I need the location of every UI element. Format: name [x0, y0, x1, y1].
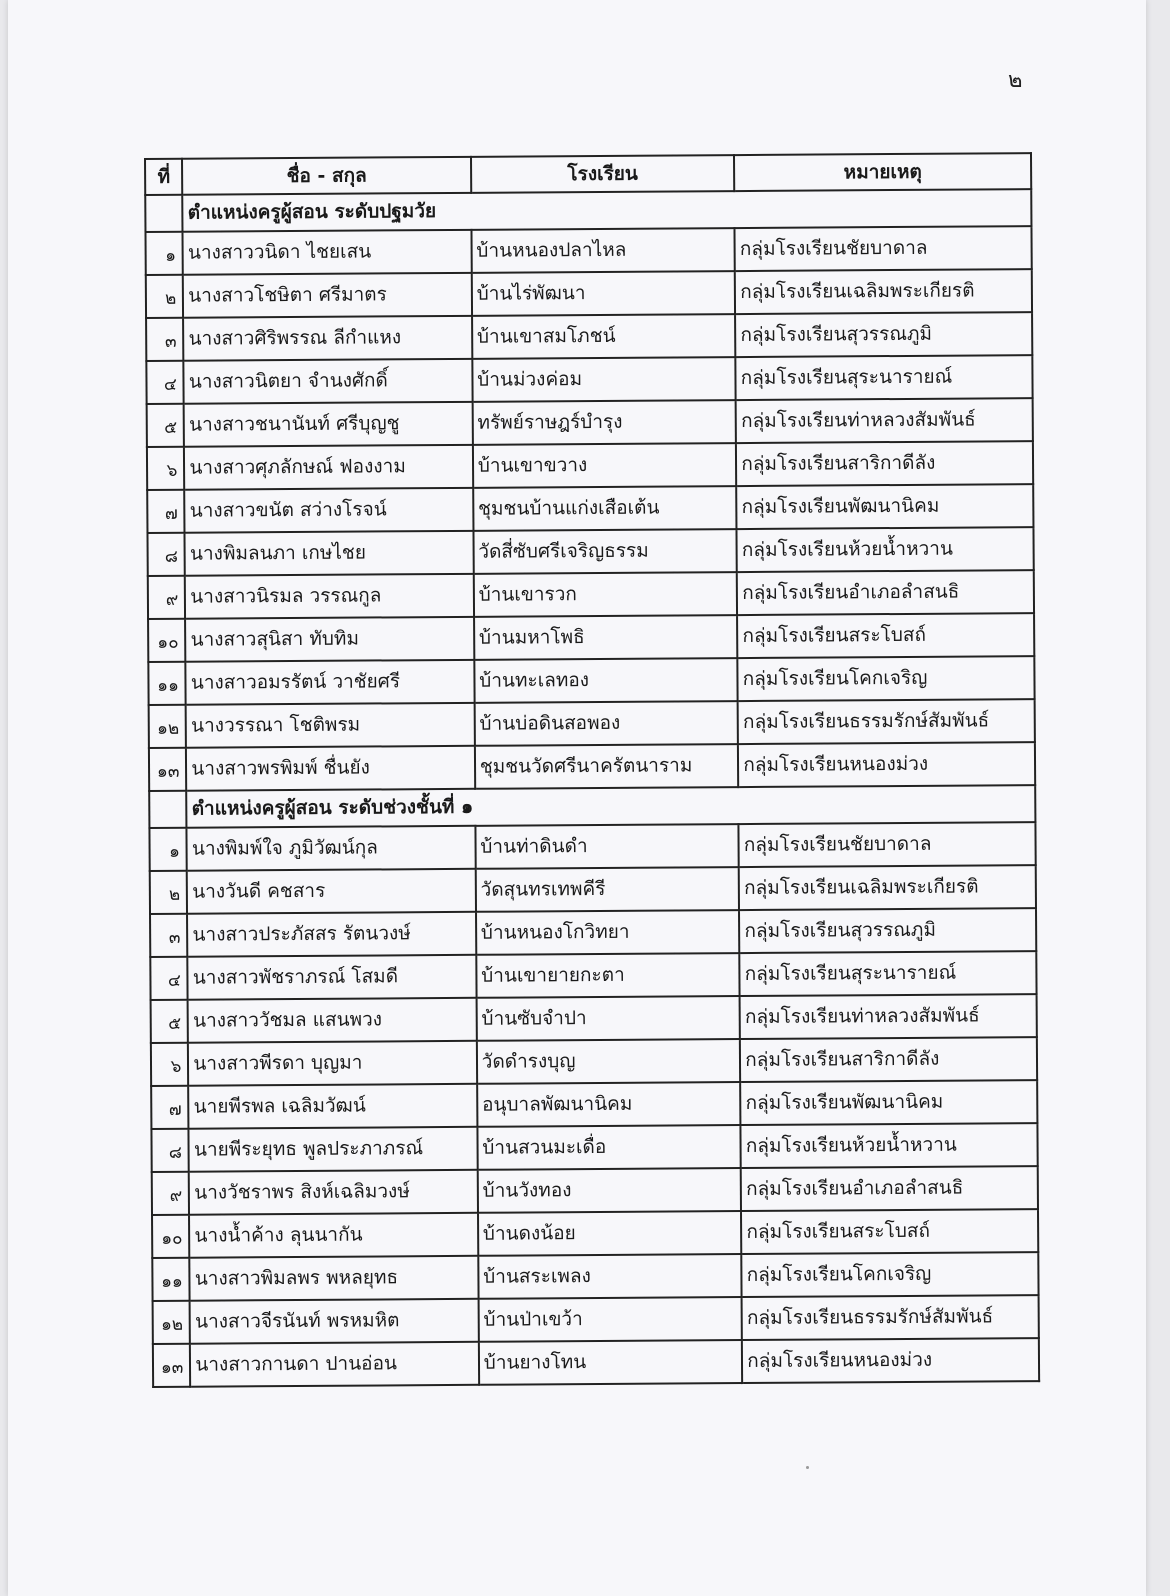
school-name: บ้านท่าดินดำ: [475, 824, 739, 869]
school-name: บ้านเขาขวาง: [473, 443, 737, 488]
header-note: หมายเหตุ: [734, 153, 1031, 191]
header-school: โรงเรียน: [471, 155, 735, 193]
school-name: บ้านสระเพลง: [478, 1254, 742, 1299]
table-header-row: [145, 153, 1031, 195]
table-row: [153, 1338, 1039, 1387]
school-group: กลุ่มโรงเรียนสุวรรณภูมิ: [735, 312, 1032, 357]
table-row: [148, 570, 1034, 619]
teacher-name: นางสาวนิตยา จำนงศักดิ์: [184, 359, 473, 404]
school-name: อนุบาลพัฒนานิคม: [477, 1082, 741, 1127]
school-group: กลุ่มโรงเรียนสุวรรณภูมิ: [739, 908, 1036, 953]
row-number: ๔: [150, 957, 188, 1000]
school-name: วัดสุนทรเทพคีรี: [475, 867, 739, 912]
table-row: [151, 1080, 1037, 1129]
table-row: [151, 1123, 1037, 1172]
teacher-name: นางสาววัชมล แสนพวง: [188, 998, 477, 1043]
section-title: ตำแหน่งครูผู้สอน ระดับช่วงชั้นที่ ๑: [187, 785, 1036, 828]
school-group: กลุ่มโรงเรียนสุระนารายณ์: [736, 355, 1033, 400]
teacher-name: นางสาวสุนิสา ทับทิม: [185, 617, 474, 662]
teacher-name: นางสาวกานดา ปานอ่อน: [190, 1342, 479, 1387]
school-name: บ้านเขาสมโภชน์: [472, 314, 736, 359]
school-name: บ้านมหาโพธิ: [474, 615, 738, 660]
school-group: กลุ่มโรงเรียนธรรมรักษ์สัมพันธ์: [742, 1295, 1039, 1340]
table-row: [146, 269, 1032, 318]
table-row: [149, 699, 1035, 748]
row-number: ๑: [149, 828, 187, 871]
table-row: [152, 1209, 1038, 1258]
row-number: ๖: [147, 447, 185, 490]
school-group: กลุ่มโรงเรียนห้วยน้ำหวาน: [737, 527, 1034, 572]
school-group: กลุ่มโรงเรียนหนองม่วง: [742, 1338, 1039, 1383]
row-number: ๑๐: [152, 1215, 190, 1258]
school-name: บ้านทะเลทอง: [474, 658, 738, 703]
row-number: ๑: [145, 232, 183, 275]
teacher-name: นางสาวนิรมล วรรณกูล: [185, 574, 474, 619]
school-group: กลุ่มโรงเรียนท่าหลวงสัมพันธ์: [736, 398, 1033, 443]
school-group: กลุ่มโรงเรียนสระโบสถ์: [741, 1209, 1038, 1254]
teacher-name: นายพีรพล เฉลิมวัฒน์: [188, 1084, 477, 1129]
row-number: ๙: [152, 1172, 190, 1215]
table-row: [145, 226, 1031, 275]
teacher-name: นางสาวชนานันท์ ศรีบุญชู: [184, 402, 473, 447]
school-name: บ้านเขารวก: [474, 572, 738, 617]
row-number: ๑๒: [153, 1301, 191, 1344]
school-name: บ้านวังทอง: [477, 1168, 741, 1213]
teacher-name: นางวันดี คชสาร: [187, 869, 476, 914]
table-row: [148, 613, 1034, 662]
school-group: กลุ่มโรงเรียนหนองม่วง: [738, 742, 1035, 787]
row-number: ๑๓: [153, 1344, 191, 1387]
row-number: ๘: [151, 1129, 189, 1172]
school-name: วัดสี่ซับศรีเจริญธรรม: [473, 529, 737, 574]
school-group: กลุ่มโรงเรียนชัยบาดาล: [735, 226, 1032, 271]
table-row: [149, 742, 1035, 791]
row-number: ๑๐: [148, 619, 186, 662]
teacher-name: นางสาวขนัต สว่างโรจน์: [185, 488, 474, 533]
school-name: บ้านเขายายกะตา: [476, 953, 740, 998]
row-number: ๒: [146, 275, 184, 318]
school-name: บ้านยางโทน: [479, 1340, 743, 1385]
school-group: กลุ่มโรงเรียนอำเภอลำสนธิ: [737, 570, 1034, 615]
table-row: [147, 398, 1033, 447]
school-group: กลุ่มโรงเรียนโคกเจริญ: [738, 656, 1035, 701]
school-name: บ้านบ่อดินสอพอง: [474, 701, 738, 746]
row-number: ๙: [148, 576, 186, 619]
row-number: ๓: [150, 914, 188, 957]
teacher-name: นางสาวพีรดา บุญมา: [188, 1041, 477, 1086]
school-group: กลุ่มโรงเรียนสาริกาดีลัง: [740, 1037, 1037, 1082]
school-group: กลุ่มโรงเรียนพัฒนานิคม: [736, 484, 1033, 529]
row-number: ๗: [147, 490, 185, 533]
table-row: [150, 951, 1036, 1000]
section-header-row: [145, 189, 1031, 232]
teacher-name: นางสาวพัชราภรณ์ โสมดี: [188, 955, 477, 1000]
section-blank-cell: [145, 195, 183, 232]
row-number: ๘: [147, 533, 185, 576]
school-name: บ้านม่วงค่อม: [472, 357, 736, 402]
table-row: [152, 1166, 1038, 1215]
teacher-name: นางสาวประภัสสร รัตนวงษ์: [187, 912, 476, 957]
teacher-name: นายพีระยุทธ พูลประภาภรณ์: [189, 1127, 478, 1172]
school-name: บ้านดงน้อย: [478, 1211, 742, 1256]
school-group: กลุ่มโรงเรียนสุระนารายณ์: [740, 951, 1037, 996]
row-number: ๕: [151, 1000, 189, 1043]
table-row: [147, 484, 1033, 533]
school-group: กลุ่มโรงเรียนสระโบสถ์: [737, 613, 1034, 658]
table-row: [149, 822, 1035, 871]
section-blank-cell: [149, 791, 187, 828]
school-name: วัดดำรงบุญ: [477, 1039, 741, 1084]
table-row: [147, 527, 1033, 576]
teacher-name: นางสาวพิมลพร พหลยุทธ: [190, 1256, 479, 1301]
teacher-name: นางวรรณา โชติพรม: [186, 703, 475, 748]
school-name: บ้านป่าเขว้า: [478, 1297, 742, 1342]
teacher-name: นางสาวศุภลักษณ์ ฟองงาม: [184, 445, 473, 490]
table-row: [151, 1037, 1037, 1086]
table-row: [153, 1295, 1039, 1344]
row-number: ๒: [150, 871, 188, 914]
school-name: บ้านซับจำปา: [476, 996, 740, 1041]
row-number: ๑๑: [148, 662, 186, 705]
school-group: กลุ่มโรงเรียนพัฒนานิคม: [740, 1080, 1037, 1125]
school-name: ชุมชนบ้านแก่งเสือเต้น: [473, 486, 737, 531]
teacher-name: นางสาวพรพิมพ์ ชื่นยัง: [186, 746, 475, 791]
table-row: [148, 656, 1034, 705]
school-name: ชุมชนวัดศรีนาครัตนาราม: [475, 744, 739, 789]
row-number: ๖: [151, 1043, 189, 1086]
school-name: บ้านไร่พัฒนา: [472, 271, 736, 316]
teacher-name: นางสาวอมรรัตน์ วาชัยศรี: [186, 660, 475, 705]
school-group: กลุ่มโรงเรียนเฉลิมพระเกียรติ: [739, 865, 1036, 910]
table-row: [150, 865, 1036, 914]
section-title: ตำแหน่งครูผู้สอน ระดับปฐมวัย: [183, 189, 1032, 232]
header-name: ชื่อ - สกุล: [182, 157, 471, 195]
row-number: ๕: [147, 404, 185, 447]
table-row: [152, 1252, 1038, 1301]
school-group: กลุ่มโรงเรียนเฉลิมพระเกียรติ: [735, 269, 1032, 314]
page-number: ๒: [1008, 68, 1023, 93]
scan-speck: [806, 1466, 809, 1469]
teacher-name: นางสาวจีรนันท์ พรหมหิต: [190, 1299, 479, 1344]
teacher-name: นางสาวโชษิตา ศรีมาตร: [183, 273, 472, 318]
school-group: กลุ่มโรงเรียนอำเภอลำสนธิ: [741, 1166, 1038, 1211]
section-header-row: [149, 785, 1035, 828]
school-name: บ้านหนองปลาไหล: [471, 228, 735, 273]
teacher-name: นางพิมลนภา เกษไชย: [185, 531, 474, 576]
school-name: บ้านหนองโกวิทยา: [476, 910, 740, 955]
row-number: ๗: [151, 1086, 189, 1129]
school-group: กลุ่มโรงเรียนชัยบาดาล: [739, 822, 1036, 867]
school-group: กลุ่มโรงเรียนห้วยน้ำหวาน: [741, 1123, 1038, 1168]
teacher-table: [144, 152, 1040, 1388]
teacher-name: นางสาววนิดา ไชยเสน: [183, 230, 472, 275]
document-page: [8, 0, 1146, 1596]
teacher-name: นางพิมพ์ใจ ภูมิวัฒน์กุล: [187, 826, 476, 871]
school-group: กลุ่มโรงเรียนธรรมรักษ์สัมพันธ์: [738, 699, 1035, 744]
table-body: [145, 189, 1039, 1387]
school-group: กลุ่มโรงเรียนท่าหลวงสัมพันธ์: [740, 994, 1037, 1039]
row-number: ๔: [146, 361, 184, 404]
row-number: ๑๒: [149, 705, 187, 748]
row-number: ๑๓: [149, 748, 187, 791]
school-name: บ้านสวนมะเดื่อ: [477, 1125, 741, 1170]
teacher-name: นางน้ำค้าง ลุนนากัน: [189, 1213, 478, 1258]
row-number: ๓: [146, 318, 184, 361]
teacher-name: นางวัชราพร สิงห์เฉลิมวงษ์: [189, 1170, 478, 1215]
school-group: กลุ่มโรงเรียนสาริกาดีลัง: [736, 441, 1033, 486]
table-row: [146, 355, 1032, 404]
table-row: [146, 312, 1032, 361]
row-number: ๑๑: [152, 1258, 190, 1301]
table-row: [147, 441, 1033, 490]
teacher-name: นางสาวศิริพรรณ ลีกำแหง: [183, 316, 472, 361]
school-group: กลุ่มโรงเรียนโคกเจริญ: [742, 1252, 1039, 1297]
table-row: [150, 908, 1036, 957]
table-row: [151, 994, 1037, 1043]
header-no: ที่: [145, 159, 183, 195]
school-name: ทรัพย์ราษฎร์บำรุง: [472, 400, 736, 445]
